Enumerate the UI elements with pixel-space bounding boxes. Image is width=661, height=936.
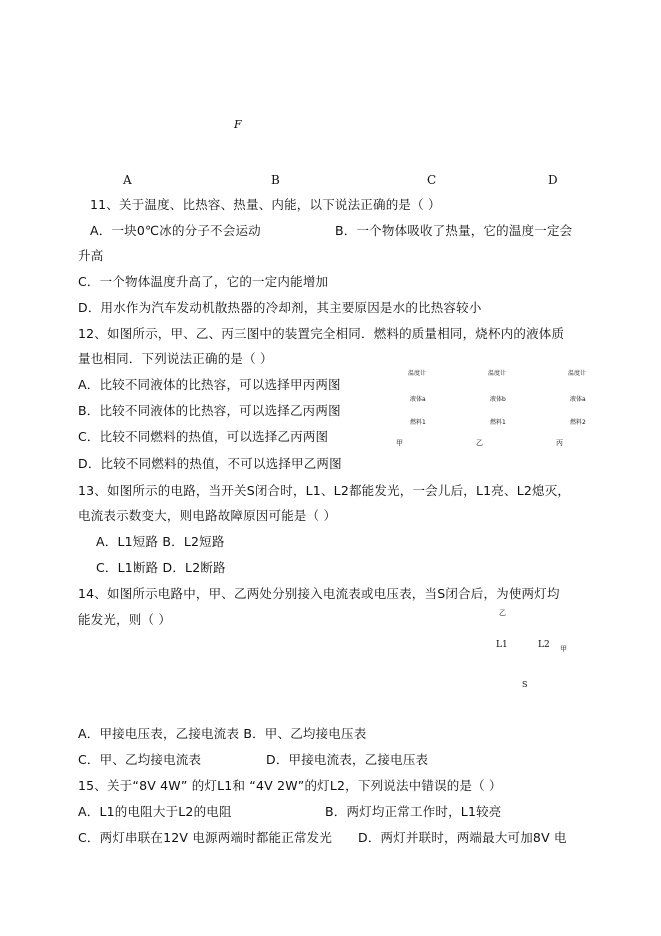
- q13-stem-line2: 电流表示数变大，则电路故障原因可能是（ ）: [78, 508, 337, 523]
- figure-b-force-label: F: [234, 118, 242, 131]
- q12-fig-label-bing: 丙: [556, 439, 563, 447]
- q12-option-b: B．比较不同液体的比热容，可以选择乙丙两图: [78, 403, 341, 418]
- q11-option-c: C．一个物体温度升高了，它的一定内能增加: [78, 274, 329, 289]
- q13-options-ab: A．L1短路 B．L2短路: [96, 534, 225, 549]
- q15-stem: 15、关于“8V 4W” 的灯L1和 “4V 2W”的灯L2，下列说法中错误的是（ ）: [78, 778, 502, 793]
- q12-fig-label-yi: 乙: [476, 439, 483, 447]
- q12-fig-thermometer-yi: 温度计: [488, 370, 507, 377]
- q13-stem-line1: 13、如图所示的电路，当开关S闭合时，L1、L2都能发光，一会儿后，L1亮、L2熄灭，: [78, 483, 571, 498]
- q12-fig-thermometer-jia: 温度计: [408, 370, 427, 377]
- q15-option-a: A．L1的电阻大于L2的电阻: [78, 804, 232, 819]
- q12-fig-thermometer-bing: 温度计: [568, 370, 587, 377]
- q14-options-a-b: A．甲接电压表，乙接电流表 B．甲、乙均接电压表: [78, 726, 367, 741]
- figure-label-a: A: [123, 173, 132, 187]
- q12-stem-line1: 12、如图所示，甲、乙、丙三图中的装置完全相同．燃料的质量相同，烧杯内的液体质: [78, 326, 565, 341]
- q11-option-d: D．用水作为汽车发动机散热器的冷却剂，其主要原因是水的比热容较小: [78, 300, 482, 315]
- q12-fig-fuel-jia: 燃料1: [410, 419, 426, 426]
- q14-fig-label-l1: L1: [496, 640, 508, 650]
- figure-label-c: C: [427, 173, 437, 187]
- q14-fig-label-l2: L2: [538, 640, 550, 650]
- q11-option-b-continued: 升高: [78, 248, 104, 263]
- q14-fig-label-jia: 甲: [560, 645, 567, 653]
- q12-fig-fuel-yi: 燃料1: [490, 419, 506, 426]
- q14-fig-label-yi: 乙: [499, 609, 506, 617]
- q12-option-d: D．比较不同燃料的热值，不可以选择甲乙两图: [78, 456, 342, 471]
- figure-label-b: B: [271, 173, 280, 187]
- q14-fig-label-s: S: [522, 680, 528, 689]
- figure-label-d: D: [548, 173, 558, 187]
- q12-fig-liquid-jia: 液体a: [410, 396, 426, 403]
- q12-option-a: A．比较不同液体的比热容，可以选择甲丙两图: [78, 377, 341, 392]
- q12-option-c: C．比较不同燃料的热值，可以选择乙丙两图: [78, 429, 329, 444]
- q15-option-b: B．两灯均正常工作时，L1较亮: [325, 804, 502, 819]
- q12-fig-liquid-yi: 液体b: [490, 396, 506, 403]
- q14-stem-line2: 能发光，则（ ）: [78, 612, 172, 627]
- q11-option-b: B．一个物体吸收了热量，它的温度一定会: [335, 223, 573, 238]
- q11-stem: 11、关于温度、比热容、热量、内能，以下说法正确的是（ ）: [90, 197, 441, 212]
- q14-stem-line1: 14、如图所示电路中，甲、乙两处分别接入电流表或电压表，当S闭合后，为使两灯均: [78, 586, 560, 601]
- q12-stem-line2: 量也相同．下列说法正确的是（ ）: [78, 351, 273, 366]
- q11-option-a: A．一块0℃冰的分子不会运动: [90, 223, 261, 238]
- q12-fig-label-jia: 甲: [396, 439, 403, 447]
- q12-fig-liquid-bing: 液体a: [570, 396, 586, 403]
- q14-option-c: C．甲、乙均接电流表: [78, 752, 202, 767]
- q14-option-d: D．甲接电流表，乙接电压表: [266, 752, 429, 767]
- q12-fig-fuel-bing: 燃料2: [570, 419, 586, 426]
- q15-option-d: D．两灯并联时，两端最大可加8V 电: [358, 830, 567, 845]
- q13-options-cd: C．L1断路 D．L2断路: [96, 560, 226, 575]
- q15-option-c: C．两灯串联在12V 电源两端时都能正常发光: [78, 830, 333, 845]
